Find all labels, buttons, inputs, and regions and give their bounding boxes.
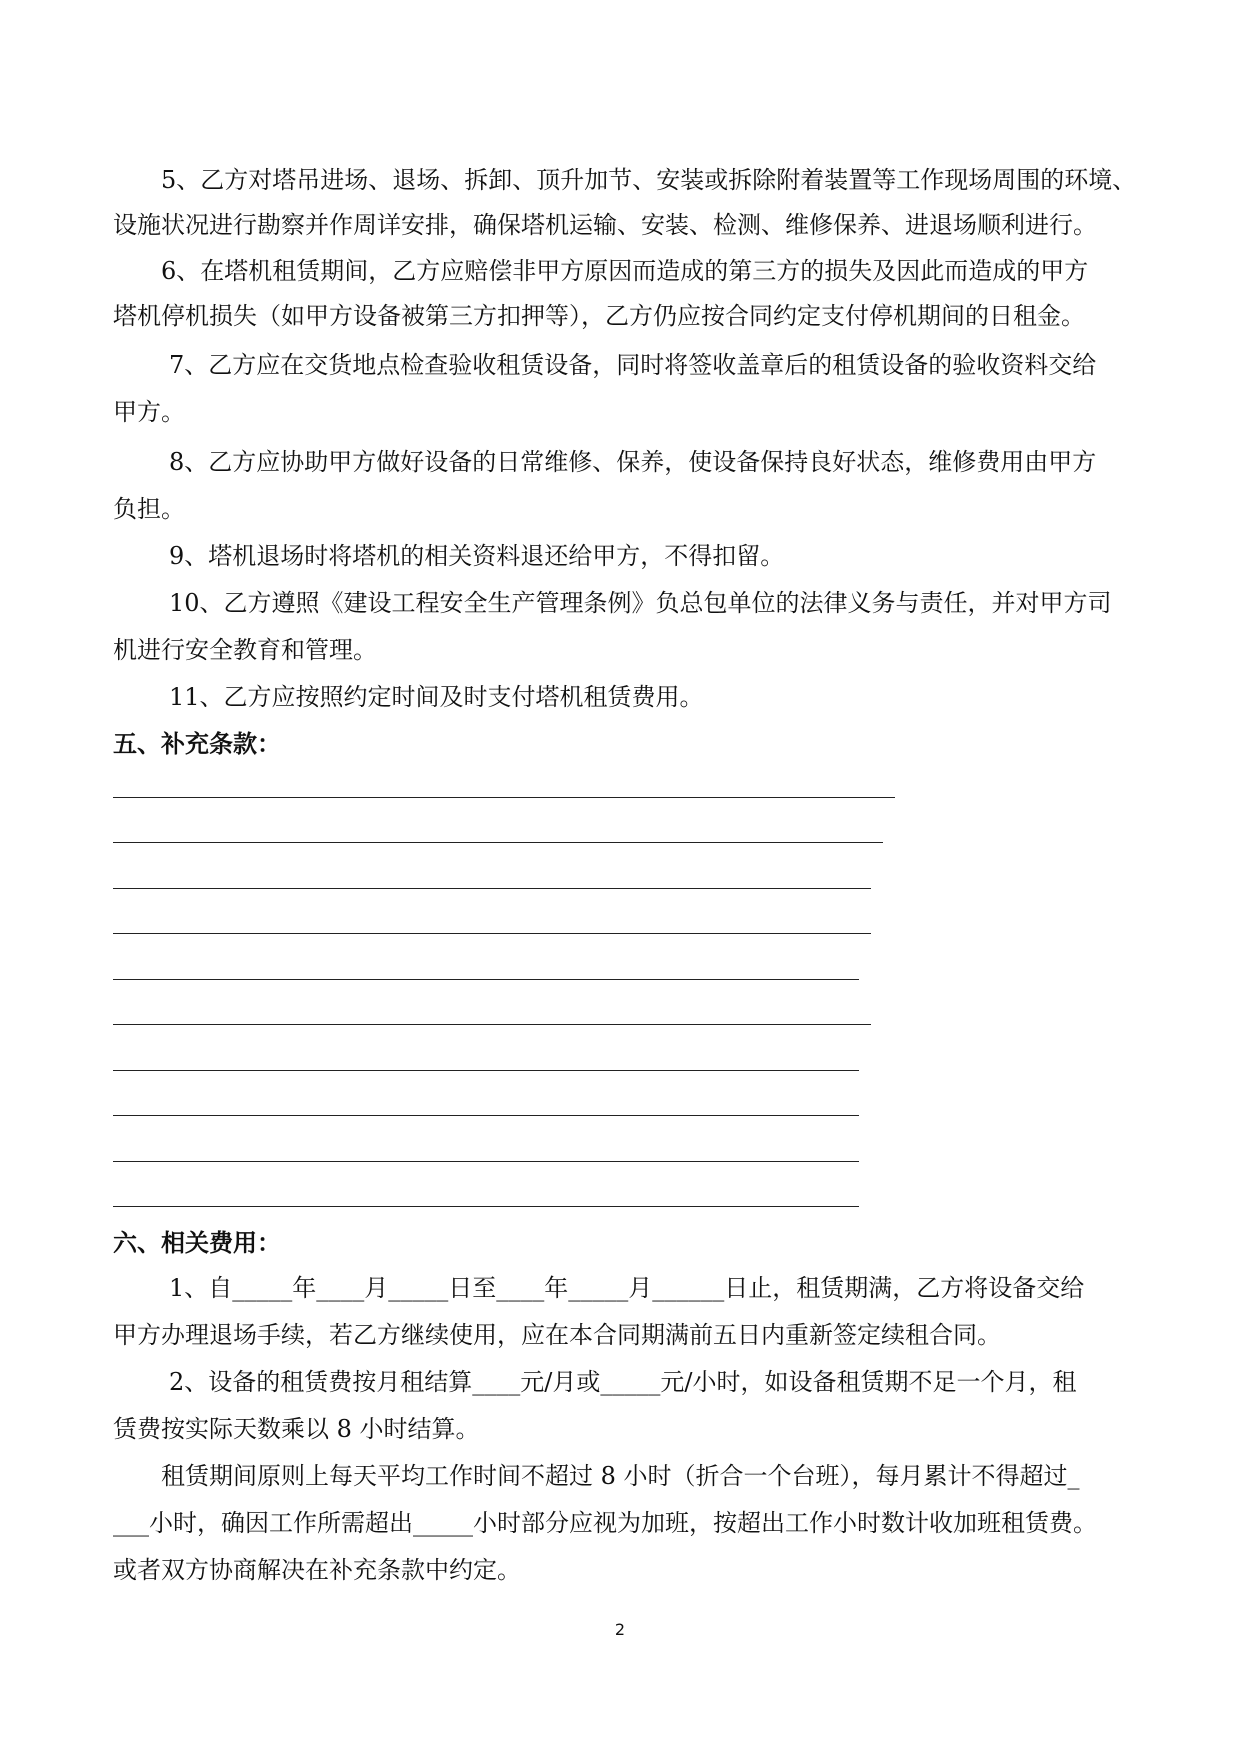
supplementary-blank-line[interactable] <box>113 842 883 843</box>
clause-11: 11、乙方应按照约定时间及时支付塔机租赁费用。 <box>169 683 704 711</box>
clause-8-line-2: 负担。 <box>113 495 185 523</box>
fee-item-1-line-2: 甲方办理退场手续，若乙方继续使用，应在本合同期满前五日内重新签定续租合同。 <box>113 1321 1001 1349</box>
clause-10-line-1: 10、乙方遵照《建设工程安全生产管理条例》负总包单位的法律义务与责任，并对甲方司 <box>169 589 1112 617</box>
supplementary-blank-line[interactable] <box>113 797 895 798</box>
clause-6-line-1: 6、在塔机租赁期间，乙方应赔偿非甲方原因而造成的第三方的损失及因此而造成的甲方 <box>161 257 1089 285</box>
clause-7-line-2: 甲方。 <box>113 398 185 426</box>
supplementary-blank-line[interactable] <box>113 1070 859 1071</box>
section-5-heading: 五、补充条款： <box>113 729 281 758</box>
fee-item-1-line-1: 1、自_____年____月_____日至____年_____月______日止，租赁期满，乙方将设备交给 <box>169 1274 1085 1302</box>
clause-7-line-1: 7、乙方应在交货地点检查验收租赁设备，同时将签收盖章后的租赁设备的验收资料交给 <box>169 351 1097 379</box>
clause-5-line-2: 设施状况进行勘察并作周详安排，确保塔机运输、安装、检测、维修保养、进退场顺利进行。 <box>113 211 1097 239</box>
clause-10-line-2: 机进行安全教育和管理。 <box>113 636 377 664</box>
supplementary-blank-line[interactable] <box>113 1161 859 1162</box>
working-hours-note-line-1: 租赁期间原则上每天平均工作时间不超过 8 小时（折合一个台班），每月累计不得超过_ <box>161 1462 1080 1490</box>
clause-6-line-2: 塔机停机损失（如甲方设备被第三方扣押等），乙方仍应按合同约定支付停机期间的日租金。 <box>113 302 1085 330</box>
working-hours-note-line-3: 或者双方协商解决在补充条款中约定。 <box>113 1556 521 1584</box>
supplementary-blank-line[interactable] <box>113 933 871 934</box>
clause-8-line-1: 8、乙方应协助甲方做好设备的日常维修、保养，使设备保持良好状态，维修费用由甲方 <box>169 448 1097 476</box>
supplementary-blank-line[interactable] <box>113 979 859 980</box>
supplementary-blank-line[interactable] <box>113 1115 859 1116</box>
page-number: 2 <box>614 1620 626 1639</box>
working-hours-note-line-2: ___小时，确因工作所需超出_____小时部分应视为加班，按超出工作小时数计收加班租赁费。 <box>113 1509 1097 1537</box>
clause-9: 9、塔机退场时将塔机的相关资料退还给甲方，不得扣留。 <box>169 542 785 570</box>
supplementary-blank-line[interactable] <box>113 1206 859 1207</box>
clause-5-line-1: 5、乙方对塔吊进场、退场、拆卸、顶升加节、安装或拆除附着装置等工作现场周围的环境、 <box>161 166 1137 194</box>
supplementary-blank-line[interactable] <box>113 1024 871 1025</box>
supplementary-blank-line[interactable] <box>113 888 871 889</box>
fee-item-2-line-2: 赁费按实际天数乘以 8 小时结算。 <box>113 1415 480 1443</box>
fee-item-2-line-1: 2、设备的租赁费按月租结算____元/月或_____元/小时，如设备租赁期不足一个月，租 <box>169 1368 1077 1396</box>
section-6-heading: 六、相关费用： <box>113 1228 281 1257</box>
